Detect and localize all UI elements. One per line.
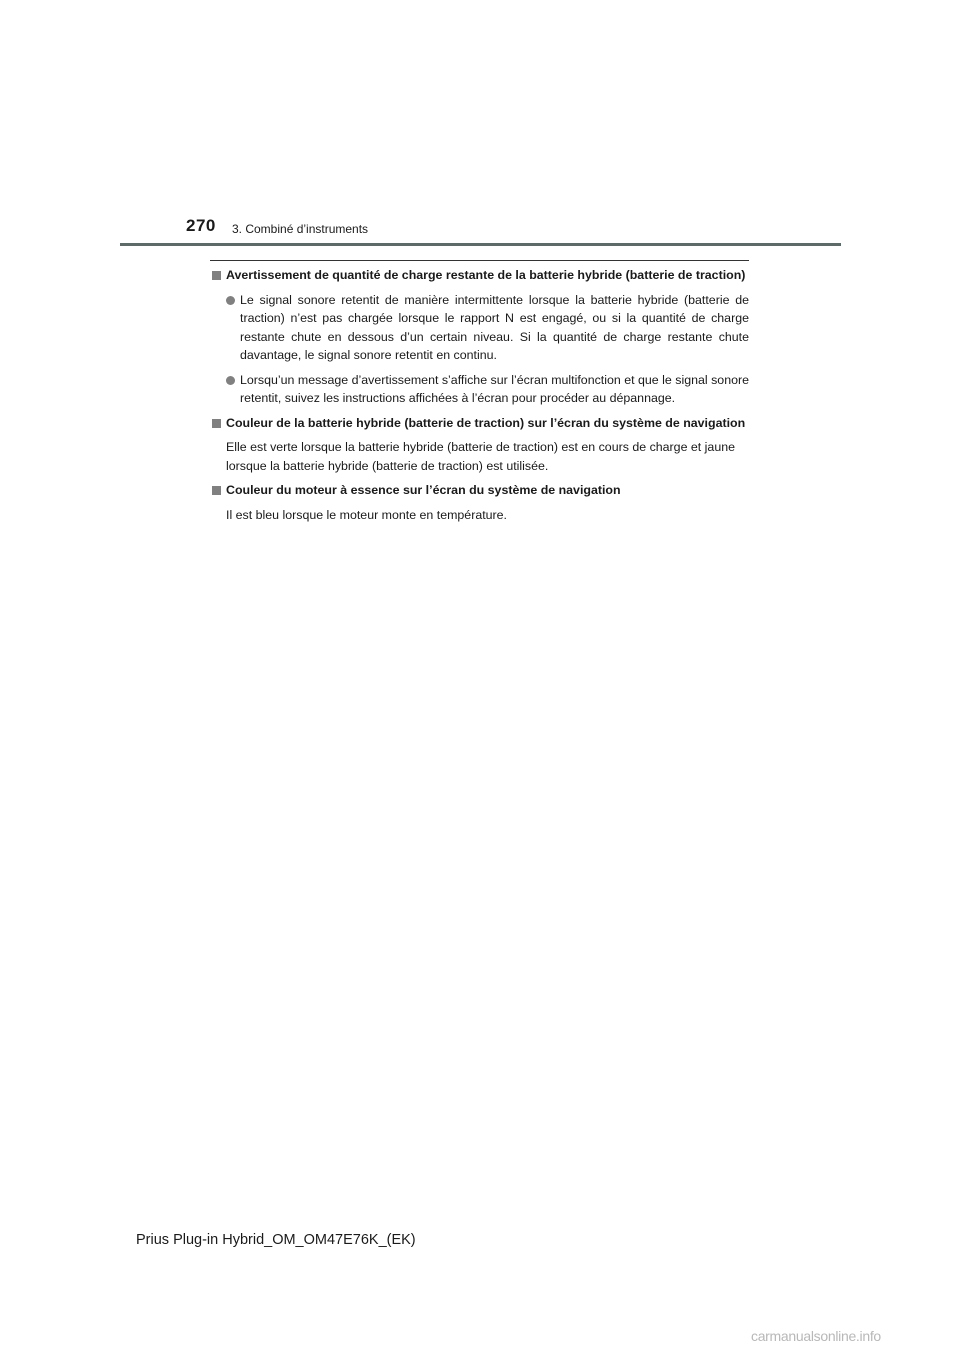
topic-heading: Couleur du moteur à essence sur l’écran du système de navigation: [226, 483, 621, 497]
topic-heading: Avertissement de quantité de charge restante de la batterie hybride (batterie de traction): [226, 268, 746, 282]
topic-paragraph: Elle est verte lorsque la batterie hybride (batterie de traction) est en cours de charge et jaune lorsque la batterie hybride (batterie de traction) est utilisée.: [226, 440, 735, 473]
manual-id-footer: Prius Plug-in Hybrid_OM_OM47E76K_(EK): [136, 1232, 416, 1248]
circle-bullet-icon: [226, 376, 235, 385]
topic-paragraph: Il est bleu lorsque le moteur monte en température.: [226, 507, 508, 522]
watermark: carmanualsonline.info: [751, 1328, 881, 1344]
square-bullet-icon: [212, 271, 221, 280]
list-item: [226, 291, 749, 365]
content-divider: [210, 260, 749, 261]
list-item-text: Le signal sonore retentit de manière intermittente lorsque la batterie hybride (batterie de traction) n’est pas chargée lorsque le rapport N est engagé, ou si la quantité de charge restante chute en dessous d’un certain niveau. Si la quantité de charge restante chute davantage, le signal sonore retentit en continu.: [240, 292, 749, 362]
square-bullet-icon: [212, 419, 221, 428]
list-item-text: Lorsqu’un message d’avertissement s’affiche sur l’écran multifonction et que le signal sonore retentit, suivez les instructions affichées à l’écran pour procéder au dépannage.: [240, 372, 749, 405]
circle-bullet-icon: [226, 296, 235, 305]
header-divider: [120, 243, 841, 246]
page-number: 270: [186, 216, 216, 235]
list-item: [226, 371, 749, 408]
topic-battery-color: [210, 414, 749, 476]
square-bullet-icon: [212, 486, 221, 495]
topic-battery-warning: [210, 266, 749, 408]
page-content: [210, 266, 749, 530]
section-title: 3. Combiné d’instruments: [232, 222, 369, 236]
topic-engine-color: [210, 481, 749, 524]
topic-heading: Couleur de la batterie hybride (batterie de traction) sur l’écran du système de navigation: [226, 415, 746, 430]
